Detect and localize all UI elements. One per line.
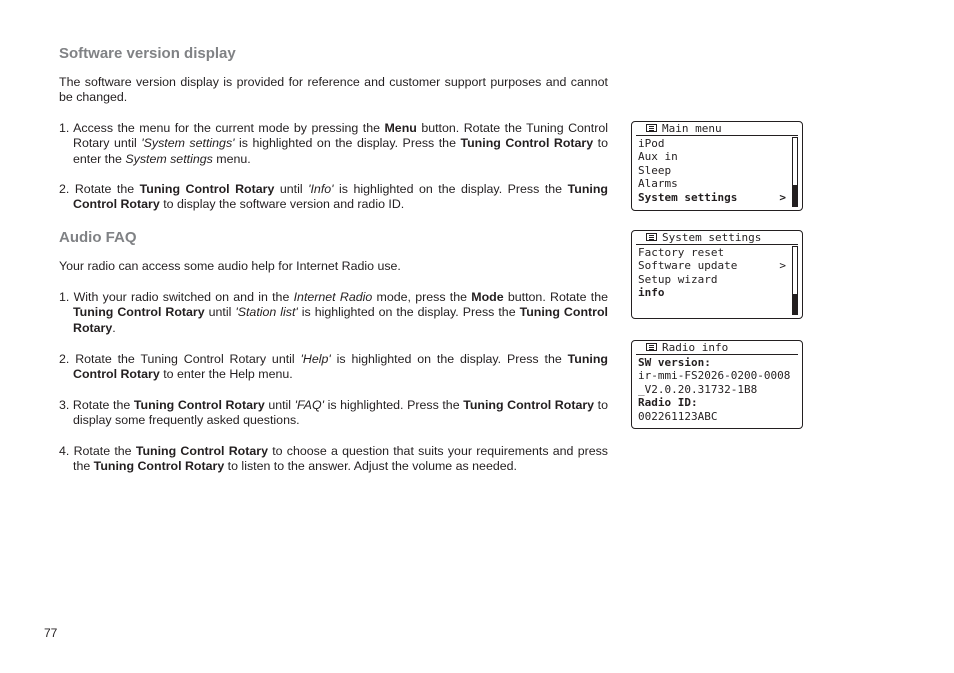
chevron-right-icon: >	[779, 259, 786, 273]
menu-item-software-update: Software update >	[638, 259, 786, 273]
section-title-audio-faq: Audio FAQ	[59, 229, 137, 246]
chevron-right-icon: >	[779, 190, 786, 204]
radio-id-value: 002261123ABC	[638, 409, 718, 423]
display-main-menu	[631, 121, 803, 211]
display-title-bar	[636, 231, 798, 245]
menu-list-icon	[646, 343, 657, 351]
software-step-2: 2. Rotate the Tuning Control Rotary until 'Info' is highlighted on the display. Press the Tuning Control Rotary to display the software version and radio ID.	[59, 182, 608, 212]
radio-id-label: Radio ID:	[638, 396, 698, 410]
scrollbar	[792, 246, 798, 315]
display-radio-info	[631, 340, 803, 429]
scrollbar	[792, 137, 798, 207]
scroll-thumb	[793, 294, 797, 314]
sw-version-label: SW version:	[638, 356, 711, 369]
menu-item-alarms: Alarms	[638, 177, 678, 191]
audio-faq-intro: Your radio can access some audio help for Internet Radio use.	[59, 259, 401, 273]
display-title-bar	[636, 122, 798, 136]
menu-item-info: info	[638, 286, 665, 300]
faq-step-1: 1. With your radio switched on and in the Internet Radio mode, press the Mode button. Rotate the Tuning Control Rotary until 'Station list' is highlighted on the display. Press the Tuning Control Rotary.	[59, 290, 608, 335]
menu-item-factory-reset: Factory reset	[638, 246, 725, 259]
sw-version-value-line-2: _V2.0.20.31732-1B8	[638, 382, 758, 396]
section-title-software-version: Software version display	[59, 45, 236, 62]
software-version-intro: The software version display is provided for reference and customer support purposes and cannot be changed.	[59, 75, 608, 105]
display-title: Radio info	[662, 341, 729, 354]
menu-item-ipod: iPod	[638, 137, 665, 150]
menu-item-aux-in: Aux in	[638, 150, 678, 164]
display-title: System settings	[662, 231, 762, 244]
page-number: 77	[44, 626, 58, 640]
menu-list-icon	[646, 124, 657, 132]
sw-version-value-line-1: ir-mmi-FS2026-0200-0008	[638, 369, 791, 383]
faq-step-3: 3. Rotate the Tuning Control Rotary until 'FAQ' is highlighted. Press the Tuning Control Rotary to display some frequently asked questions.	[59, 398, 608, 428]
display-system-settings	[631, 230, 803, 319]
faq-step-4: 4. Rotate the Tuning Control Rotary to choose a question that suits your requirements and press the Tuning Control Rotary to listen to the answer. Adjust the volume as needed.	[59, 444, 608, 474]
faq-step-2: 2. Rotate the Tuning Control Rotary until 'Help' is highlighted on the display. Press the Tuning Control Rotary to enter the Help menu.	[59, 352, 608, 382]
display-title-bar	[636, 341, 798, 355]
menu-item-setup-wizard: Setup wizard	[638, 272, 718, 286]
menu-item-system-settings: System settings >	[638, 190, 786, 204]
software-step-1: 1. Access the menu for the current mode by pressing the Menu button. Rotate the Tuning Control Rotary until 'System settings' is highlighted on the display. Press the Tuning Control Rotary to enter the System settings menu.	[59, 121, 609, 166]
menu-list-icon	[646, 233, 657, 241]
scroll-thumb	[793, 185, 797, 206]
menu-item-sleep: Sleep	[638, 163, 672, 177]
display-title: Main menu	[662, 122, 722, 135]
